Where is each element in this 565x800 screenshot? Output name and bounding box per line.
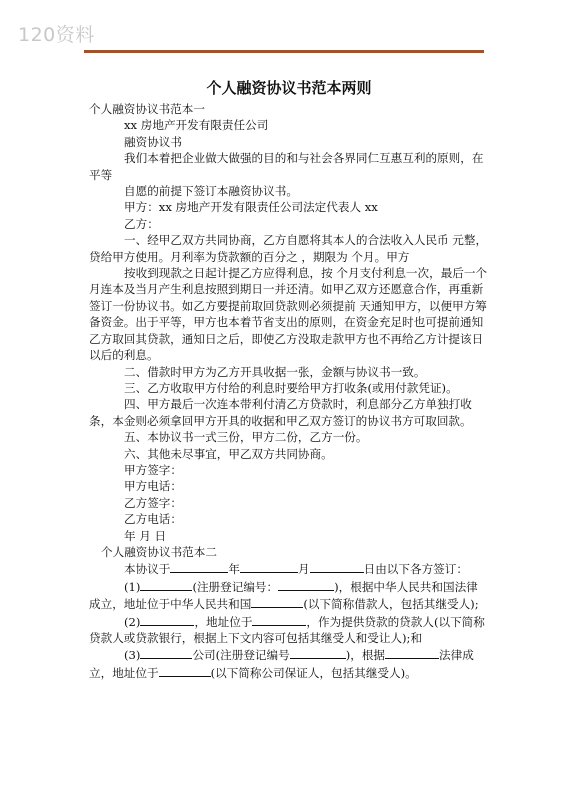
party-3-clause: (3) 公司(注册登记编号 )，根据 法律成立，地址位于 (以下简称公司保证人，包括其继受人)。 — [89, 648, 474, 680]
section-heading-1: 个人融资协议书范本一 — [89, 102, 205, 116]
document-title: 个人融资协议书范本两则 — [206, 79, 372, 97]
clause-1: 一、经甲乙双方共同协商，乙方自愿将其本人的合法收入人民币 元整，贷给甲方使用。月利率为贷款额的百分之 ，期限为 个月。甲方 — [89, 233, 488, 264]
company-name-line: xx 房地产开发有限责任公司 — [124, 118, 269, 133]
party-1-clause: (1) (注册登记编号： )，根据中华人民共和国法律成立，地址位于中华人民共和国 (以下简称借款人，包括其继受人); — [89, 579, 479, 612]
blank-party-1-name — [140, 578, 192, 591]
party-b-signature: 乙方签字： — [124, 495, 182, 510]
party-b-phone: 乙方电话： — [124, 512, 182, 527]
watermark: 120资料 — [18, 24, 95, 46]
blank-party-1-reg — [278, 578, 334, 591]
document-page — [89, 78, 489, 681]
party-a-signature: 甲方签字： — [124, 462, 182, 477]
preamble-paragraph: 我们本着把企业做大做强的目的和与社会各界同仁互惠互利的原则，在平等 — [89, 151, 484, 182]
party-b-line: 乙方： — [124, 216, 159, 231]
clause-4: 四、甲方最后一次连本带利付清乙方贷款时，利息部分乙方单独打收条，本金则必须拿回甲方开具的收据和甲乙双方签订的协议书方可取回款。 — [89, 397, 472, 428]
blank-day — [310, 560, 364, 573]
blank-party-1-address — [251, 595, 303, 608]
blank-month — [240, 560, 298, 573]
date-line: 年 月 日 — [124, 528, 167, 543]
clause-2: 二、借款时甲方为乙方开具收据一张，金额与协议书一致。 — [124, 364, 426, 379]
blank-party-3-law — [385, 646, 439, 659]
blank-party-3-address — [159, 664, 211, 677]
party-a-line: 甲方：xx 房地产开发有限责任公司法定代表人 xx — [124, 200, 378, 215]
blank-party-2-address — [252, 613, 306, 626]
preamble-continuation: 自愿的前提下签订本融资协议书。 — [124, 184, 298, 199]
party-a-phone: 甲方电话： — [124, 479, 182, 494]
party-2-clause: (2) ，地址位于 ，作为提供贷款的贷款人(以下简称贷款人或贷款银行，根据上下文内容可包括其继受人和受让人);和 — [89, 614, 485, 645]
section-heading-2: 个人融资协议书范本二 — [101, 544, 217, 559]
blank-year — [170, 560, 228, 573]
agreement-date-clause: 本协议于 年 月 日由以下各方签订： — [124, 562, 468, 577]
agreement-subtitle: 融资协议书 — [124, 134, 182, 149]
blank-party-3-name — [140, 646, 192, 659]
clause-3: 三、乙方收取甲方付给的利息时要给甲方打收条(或用付款凭证)。 — [124, 380, 458, 395]
clause-5: 五、本协议书一式三份，甲方二份，乙方一份。 — [124, 430, 368, 445]
clause-6: 六、其他未尽事宜，甲乙双方共同协商。 — [124, 446, 333, 461]
blank-party-2-name — [140, 613, 194, 626]
header-rule — [84, 50, 484, 53]
blank-party-3-reg — [290, 646, 346, 659]
clause-1-continued: 按收到现款之日起计提乙方应得利息，按 个月支付利息一次，最后一个月连本及当月产生利息按照到期日一并还清。如甲乙双方还愿意合作，再重新签订一份协议书。如乙方要提前取回贷款则必须提前 天通知甲方，以便甲方筹备资金。出于平等，甲方也本着节省支出的原则，在资金充足时也可提前通知乙方取回其贷款，通知日之后，即使乙方没取走款甲方也不再给乙方计提该日以后的利息。 — [89, 266, 488, 363]
